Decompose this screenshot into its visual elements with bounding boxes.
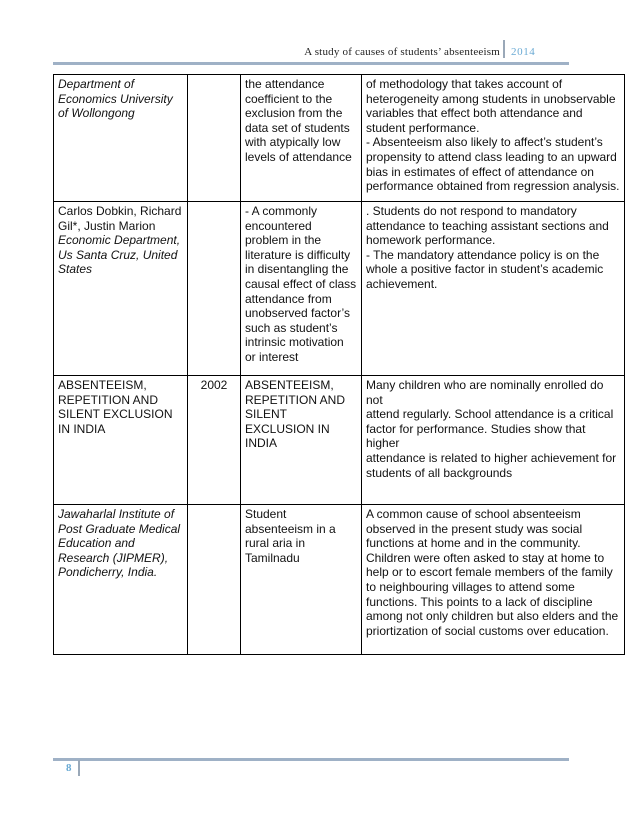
running-header-year: 2014 (511, 46, 536, 58)
findings-cell: Many children who are nominally enrolled do not attend regularly. School attendance is a critical factor for performance. Studies show that higher attendance is related to higher achievement for students of all backgrounds (362, 376, 625, 505)
table-row (54, 505, 625, 655)
title-cell: the attendance coefficient to the exclusion from the data set of students with atypically low levels of attendance (241, 75, 362, 202)
table-row (54, 75, 625, 202)
year-cell (188, 505, 241, 655)
author-cell (54, 75, 188, 202)
author-source: ABSENTEEISM, REPETITION AND SILENT EXCLUSION IN INDIA (58, 378, 173, 436)
table-row (54, 376, 625, 505)
author-cell (54, 505, 188, 655)
author-names: Carlos Dobkin, Richard Gil*, Justin Marion (58, 204, 182, 233)
table-row (54, 202, 625, 376)
title-cell: - A commonly encountered problem in the literature is difficulty in disentangling the causal effect of class attendance from unobserved factor’s such as student’s intrinsic motivation or interest (241, 202, 362, 376)
running-header-title: A study of causes of students’ absenteeism (304, 46, 500, 58)
literature-review-table (53, 74, 625, 655)
footer-separator (78, 760, 80, 776)
findings-cell: . Students do not respond to mandatory attendance to teaching assistant sections and homework performance. - The mandatory attendance policy is on the whole a positive factor in student’s academic achievement. (362, 202, 625, 376)
title-cell: ABSENTEEISM, REPETITION AND SILENT EXCLUSION IN INDIA (241, 376, 362, 505)
year-cell (188, 202, 241, 376)
year-cell (188, 75, 241, 202)
header-rule (53, 62, 569, 65)
author-affiliation: Economic Department, Us Santa Cruz, United States (58, 233, 181, 277)
footer-rule (53, 758, 569, 761)
findings-cell: A common cause of school absenteeism observed in the present study was social functions at home and in the community. Children were often asked to stay at home to help or to escort female members of the family to neighbouring villages to attend some functions. This points to a lack of discipline among not only children but also elders and the priortization of social customs over education. (362, 505, 625, 655)
year-cell: 2002 (188, 376, 241, 505)
page-number: 8 (66, 762, 72, 774)
title-cell: Student absenteeism in a rural aria in Tamilnadu (241, 505, 362, 655)
author-affiliation: Department of Economics University of Wollongong (58, 77, 173, 121)
header-separator (503, 40, 505, 58)
findings-cell: of methodology that takes account of heterogeneity among students in unobservable variables that effect both attendance and student performance. - Absenteeism also likely to affect’s student’s propensity to attend class leading to an upward bias in estimates of effect of attendance on performance obtained from regression analysis. (362, 75, 625, 202)
author-cell (54, 376, 188, 505)
author-cell (54, 202, 188, 376)
author-affiliation: Jawaharlal Institute of Post Graduate Medical Education and Research (JIPMER), Pondicherry, India. (58, 507, 181, 580)
